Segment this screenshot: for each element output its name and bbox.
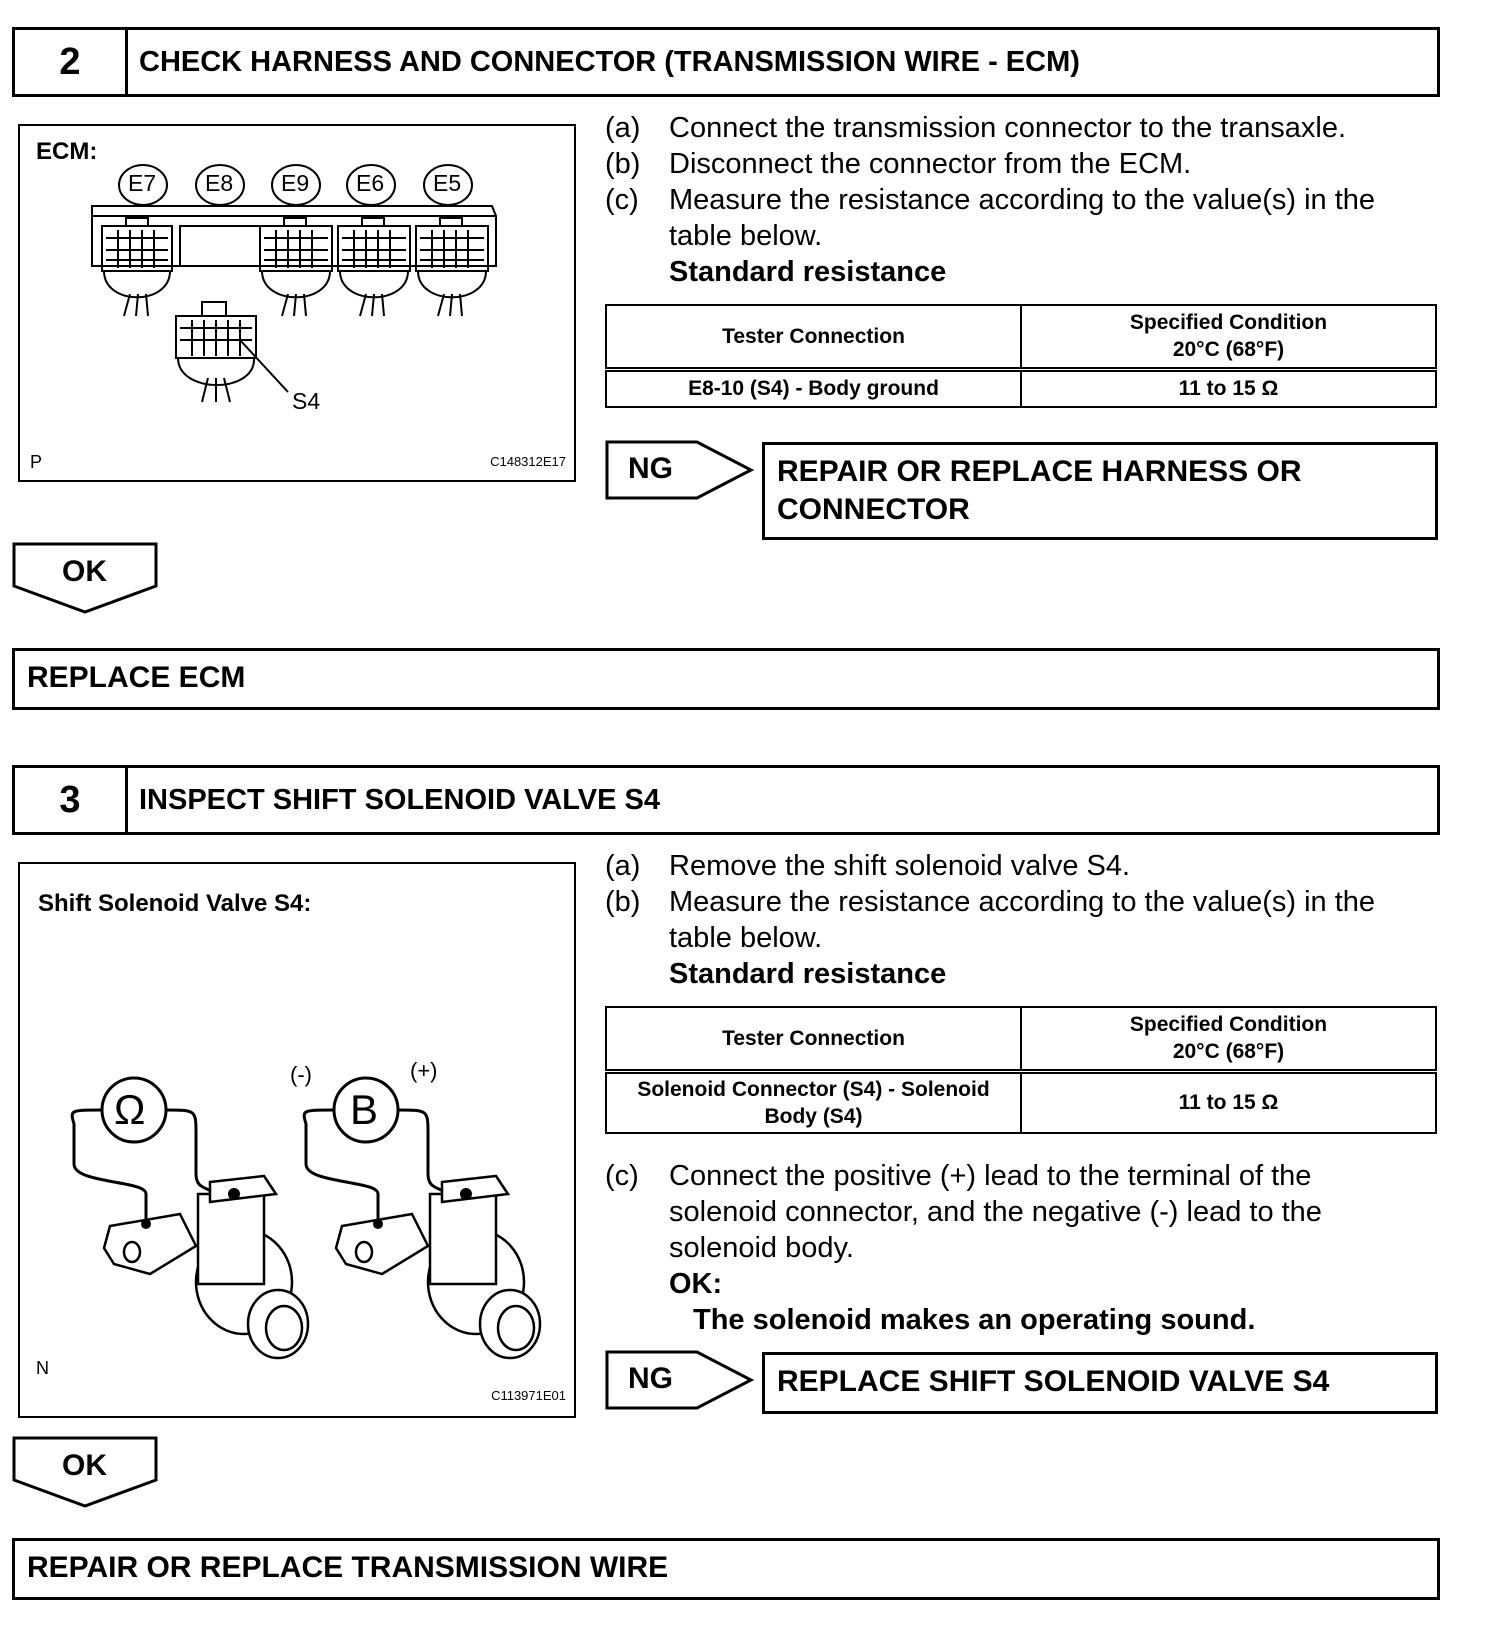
- condition-line-1: Specified Condition: [1129, 1013, 1328, 1037]
- step-2-header: [12, 27, 1440, 97]
- table-row: [606, 1071, 1436, 1133]
- instruction-label: (b): [605, 148, 641, 180]
- instruction-text: Connect the positive (+) lead to the terminal of the solenoid connector, and the negative (-) lead to the solenoid body.: [669, 1160, 1322, 1264]
- instruction-label: (c): [605, 184, 639, 216]
- instruction-label: (a): [605, 850, 641, 882]
- ok-action-box: [12, 1538, 1440, 1600]
- table-header-condition: [1021, 1007, 1436, 1071]
- table-cell-condition: 11 to 15 Ω: [1021, 369, 1436, 407]
- figure-id: C148312E17: [490, 454, 566, 469]
- figure-id: C113971E01: [491, 1388, 566, 1403]
- connector-label-e7: E7: [128, 170, 157, 196]
- battery-icon: B: [350, 1086, 379, 1133]
- step-2-spec-table: [605, 304, 1437, 408]
- instruction-text: Disconnect the connector from the ECM.: [669, 148, 1192, 180]
- figure-corner-mark: N: [36, 1358, 49, 1378]
- positive-lead-mark: (+): [410, 1058, 438, 1083]
- connector-label-e9: E9: [281, 170, 310, 196]
- ok-label: OK: [62, 555, 107, 588]
- step-2-instructions: [605, 110, 1435, 290]
- condition-line-1: Specified Condition: [1129, 311, 1328, 335]
- instruction-text: Measure the resistance according to the value(s) in the table below.: [669, 184, 1376, 252]
- spec-heading: Standard resistance: [669, 256, 947, 288]
- instruction-label: (b): [605, 886, 641, 918]
- solenoid-figure-heading: Shift Solenoid Valve S4:: [38, 890, 312, 917]
- ok-label: OK: [62, 1449, 107, 1482]
- step-title: INSPECT SHIFT SOLENOID VALVE S4: [139, 783, 660, 816]
- table-row: [606, 369, 1436, 407]
- ok-action-text: REPLACE ECM: [27, 661, 246, 694]
- ok-condition-heading: OK:: [669, 1268, 723, 1300]
- table-cell-connection: E8-10 (S4) - Body ground: [606, 369, 1021, 407]
- connector-label-e5: E5: [433, 170, 462, 196]
- ecm-heading: ECM:: [36, 138, 98, 165]
- negative-lead-mark: (-): [290, 1062, 312, 1087]
- figure-corner-mark: P: [30, 452, 43, 472]
- step-3-spec-table: [605, 1006, 1437, 1134]
- step-number: 3: [15, 768, 128, 832]
- ecm-connector-figure: [18, 124, 576, 482]
- step-3-header: [12, 765, 1440, 835]
- ohmmeter-icon: Ω: [114, 1086, 146, 1133]
- step-title: CHECK HARNESS AND CONNECTOR (TRANSMISSION WIRE - ECM): [139, 45, 1080, 78]
- solenoid-test-diagram: [20, 864, 578, 1420]
- ng-action-box: [762, 442, 1438, 540]
- table-header-tester: Tester Connection: [606, 1007, 1021, 1071]
- solenoid-test-figure: [18, 862, 576, 1418]
- ok-action-text: REPAIR OR REPLACE TRANSMISSION WIRE: [27, 1551, 669, 1584]
- ng-label: NG: [628, 1362, 673, 1395]
- instruction-text: Measure the resistance according to the value(s) in the table below.: [669, 886, 1376, 954]
- table-cell-connection: Solenoid Connector (S4) - Solenoid Body (S4): [606, 1071, 1021, 1133]
- condition-line-2: 20°C (68°F): [1172, 338, 1285, 362]
- ng-action-box: [762, 1352, 1438, 1414]
- connector-label-e8: E8: [205, 170, 234, 196]
- condition-line-2: 20°C (68°F): [1172, 1040, 1285, 1064]
- instruction-text: Connect the transmission connector to the transaxle.: [669, 112, 1347, 144]
- instruction-label: (a): [605, 112, 641, 144]
- table-header-tester: Tester Connection: [606, 305, 1021, 369]
- step-number: 2: [15, 30, 128, 94]
- ng-label: NG: [628, 452, 673, 485]
- table-header-condition: [1021, 305, 1436, 369]
- ng-action-text: REPLACE SHIFT SOLENOID VALVE S4: [777, 1365, 1330, 1398]
- step-3-instruction-c: [605, 1158, 1435, 1338]
- ok-condition-text: The solenoid makes an operating sound.: [693, 1304, 1256, 1336]
- terminal-label-s4: S4: [292, 388, 321, 414]
- ok-action-box: [12, 648, 1440, 710]
- connector-label-e6: E6: [356, 170, 385, 196]
- instruction-label: (c): [605, 1160, 639, 1192]
- step-3-instructions: [605, 848, 1435, 998]
- instruction-text: Remove the shift solenoid valve S4.: [669, 850, 1131, 882]
- table-cell-condition: 11 to 15 Ω: [1021, 1071, 1436, 1133]
- spec-heading: Standard resistance: [669, 958, 947, 990]
- ng-action-text: REPAIR OR REPLACE HARNESS OR CONNECTOR: [777, 455, 1302, 526]
